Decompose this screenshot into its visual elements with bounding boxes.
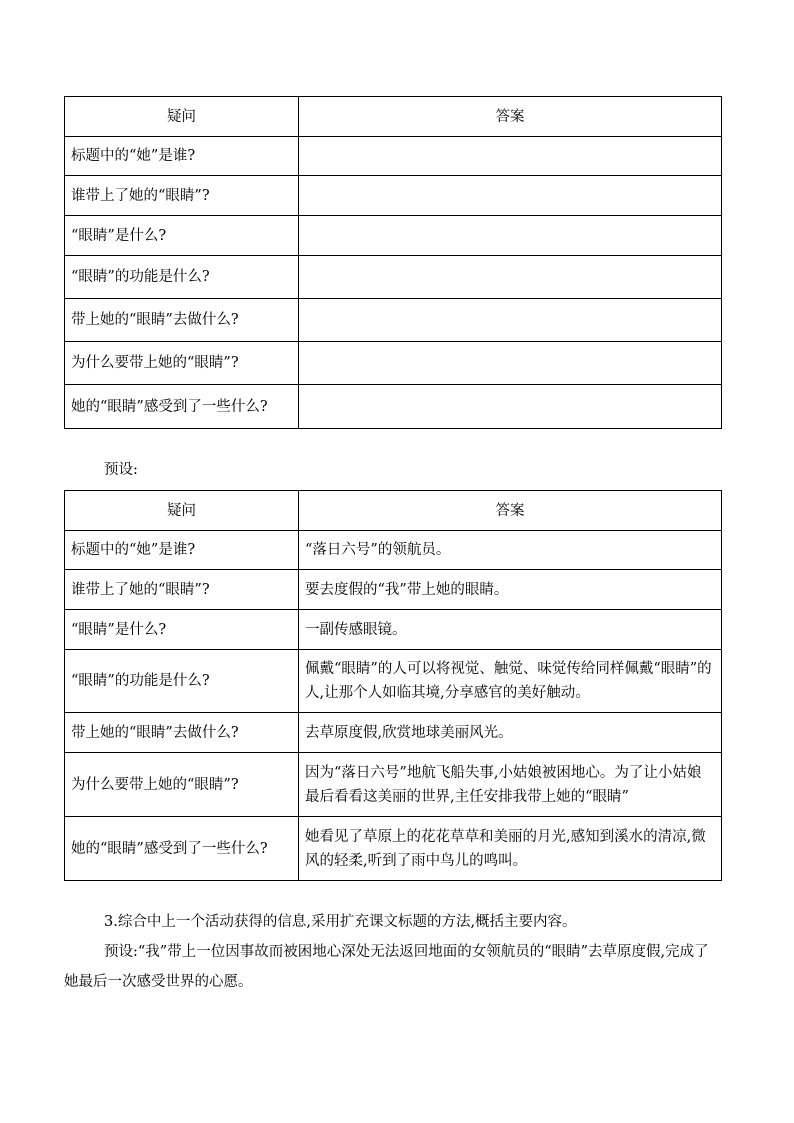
answer-cell (299, 137, 722, 176)
answer-cell (299, 342, 722, 385)
table-row (65, 817, 722, 881)
table-row (65, 531, 722, 570)
table-row (65, 753, 722, 817)
table-row (65, 570, 722, 610)
header-question: 疑问 (65, 491, 299, 531)
question-cell: 标题中的“她”是谁? (65, 137, 299, 176)
table-header-row (65, 97, 722, 137)
table-row (65, 610, 722, 650)
question-table-blank (64, 96, 722, 429)
question-cell: 谁带上了她的“眼睛”? (65, 570, 299, 610)
table-row (65, 299, 722, 342)
question-cell: 带上她的“眼睛”去做什么? (65, 713, 299, 753)
answer-cell: 她看见了草原上的花花草草和美丽的月光,感知到溪水的清凉,微风的轻柔,听到了雨中鸟儿的鸣叫。 (299, 817, 722, 881)
table-row (65, 385, 722, 429)
table-row (65, 137, 722, 176)
answer-cell (299, 176, 722, 216)
preset-label: 预设: (104, 462, 138, 478)
header-question: 疑问 (65, 97, 299, 137)
question-cell: 标题中的“她”是谁? (65, 531, 299, 570)
table-row (65, 342, 722, 385)
question-table-preset (64, 490, 722, 881)
question-cell: “眼睛”是什么? (65, 610, 299, 650)
question-cell: “眼睛”是什么? (65, 216, 299, 256)
answer-cell: 佩戴“眼睛”的人可以将视觉、触觉、味觉传给同样佩戴“眼睛”的人,让那个人如临其境,分享感官的美好触动。 (299, 650, 722, 713)
point-3-paragraph: 3.综合中上一个活动获得的信息,采用扩充课文标题的方法,概括主要内容。 (104, 914, 577, 930)
question-cell: “眼睛”的功能是什么? (65, 256, 299, 299)
table-row (65, 650, 722, 713)
table-row (65, 713, 722, 753)
question-cell: 谁带上了她的“眼睛”? (65, 176, 299, 216)
question-cell: 她的“眼睛”感受到了一些什么? (65, 385, 299, 429)
answer-cell (299, 385, 722, 429)
preset-summary-paragraph: 预设:“我”带上一位因事故而被困地心深处无法返回地面的女领航员的“眼睛”去草原度假,完成了她最后一次感受世界的心愿。 (64, 944, 709, 990)
header-answer: 答案 (299, 97, 722, 137)
answer-cell: 因为“落日六号”地航飞船失事,小姑娘被困地心。为了让小姑娘最后看看这美丽的世界,主任安排我带上她的“眼睛” (299, 753, 722, 817)
question-cell: 为什么要带上她的“眼睛”? (65, 753, 299, 817)
header-answer: 答案 (299, 491, 722, 531)
question-cell: 带上她的“眼睛”去做什么? (65, 299, 299, 342)
answer-cell: “落日六号”的领航员。 (299, 531, 722, 570)
question-cell: 她的“眼睛”感受到了一些什么? (65, 817, 299, 881)
answer-cell (299, 299, 722, 342)
answer-cell: 去草原度假,欣赏地球美丽风光。 (299, 713, 722, 753)
answer-cell (299, 256, 722, 299)
answer-cell: 一副传感眼镜。 (299, 610, 722, 650)
answer-cell: 要去度假的“我”带上她的眼睛。 (299, 570, 722, 610)
answer-cell (299, 216, 722, 256)
table-header-row (65, 491, 722, 531)
question-cell: 为什么要带上她的“眼睛”? (65, 342, 299, 385)
table-row (65, 256, 722, 299)
table-row (65, 176, 722, 216)
table-row (65, 216, 722, 256)
question-cell: “眼睛”的功能是什么? (65, 650, 299, 713)
